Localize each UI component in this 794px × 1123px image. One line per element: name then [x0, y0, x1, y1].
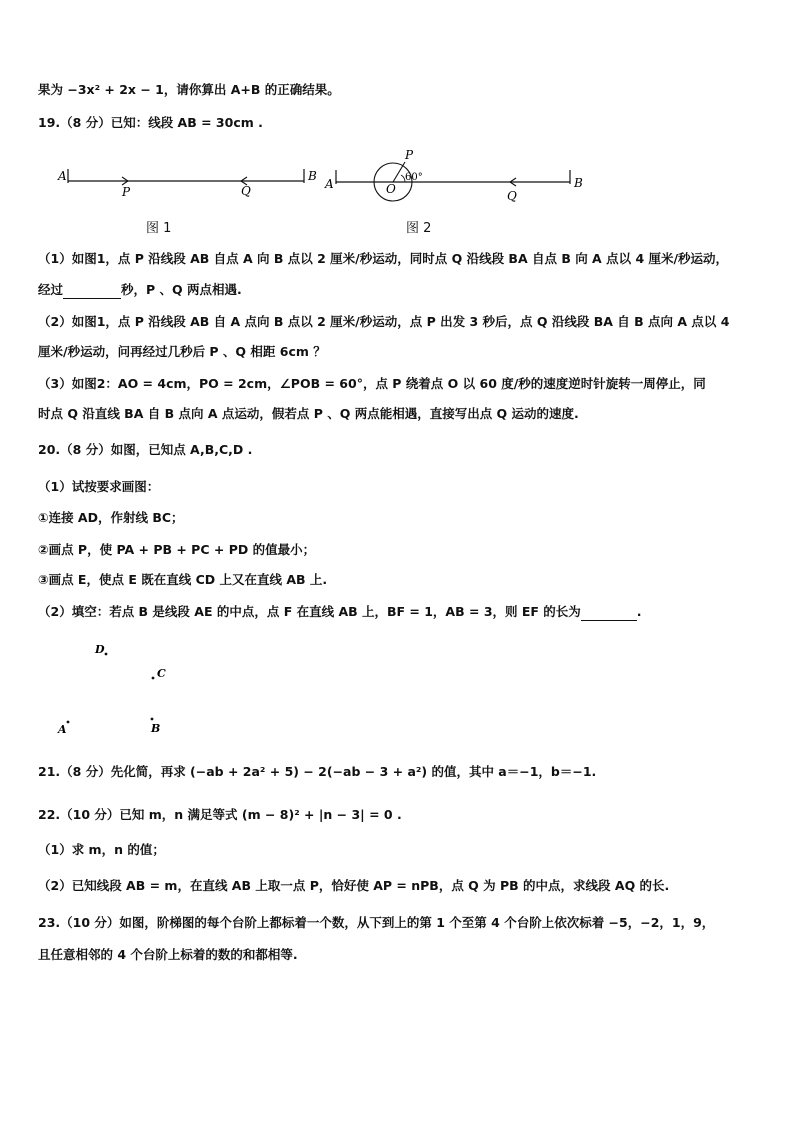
point-d-label: D [95, 643, 105, 656]
question-19-stem: 19.（8 分）已知：线段 AB = 30cm . [38, 115, 263, 130]
answer-blank [63, 298, 121, 299]
question-19-part-3-line-1: （3）如图2：AO = 4cm，PO = 2cm，∠POB = 60°，点 P 绕着点 O 以 60 度/秒的速度逆时针旋转一周停止，同 [38, 376, 706, 391]
question-22-stem: 22.（10 分）已知 m，n 满足等式 (m − 8)² + |n − 3| = 0 . [38, 807, 402, 822]
fig2-label-q: Q [507, 189, 517, 203]
question-20-part-2: （2）填空：若点 B 是线段 AE 的中点，点 F 在直线 AB 上，BF = 1，AB = 3，则 EF 的长为 . [38, 604, 642, 619]
question-23-line-2: 且任意相邻的 4 个台阶上标着的数的和都相等. [38, 947, 298, 962]
question-20-step-3: ③画点 E，使点 E 既在直线 CD 上又在直线 AB 上. [38, 572, 328, 587]
point-b-label: B [151, 722, 161, 735]
question-22-part-1: （1）求 m，n 的值； [38, 842, 165, 857]
question-21: 21.（8 分）先化简，再求 (−ab + 2a² + 5) − 2(−ab − 3 + a²) 的值，其中 a＝−1，b＝−1. [38, 764, 597, 779]
question-19-part-1-line-2: 经过 秒，P 、Q 两点相遇. [38, 282, 242, 297]
figure-2 [324, 148, 583, 203]
point-c-label: C [157, 667, 166, 680]
figure-1-caption: 图 1 [146, 221, 172, 236]
fig1-label-b: B [308, 169, 317, 183]
question-20-stem: 20.（8 分）如图，已知点 A,B,C,D . [38, 442, 253, 457]
fig1-label-a: A [58, 169, 67, 183]
fig1-label-p: P [122, 185, 131, 199]
fig2-label-a: A [325, 177, 334, 191]
fig2-angle: 60° [405, 172, 423, 183]
question-20-part-1: （1）试按要求画图： [38, 479, 160, 494]
figure-3-points [57, 643, 166, 736]
fig2-label-b: B [574, 176, 583, 190]
question-19-part-2-line-1: （2）如图1，点 P 沿线段 AB 自 A 点向 B 点以 2 厘米/秒运动，点 P 出发 3 秒后，点 Q 沿线段 BA 自 B 点向 A 点以 4 [38, 314, 730, 329]
question-20-step-2: ②画点 P，使 PA + PB + PC + PD 的值最小； [38, 542, 316, 557]
question-23-line-1: 23.（10 分）如图，阶梯图的每个台阶上都标着一个数，从下到上的第 1 个至第 4 个台阶上依次标着 −5，−2，1，9， [38, 915, 715, 930]
prev-question-tail: 果为 −3x² + 2x − 1，请你算出 A+B 的正确结果。 [38, 82, 340, 97]
fig2-label-o: O [386, 182, 396, 196]
question-19-part-3-line-2: 时点 Q 沿直线 BA 自 B 点向 A 点运动，假若点 P 、Q 两点能相遇，直接写出点 Q 运动的速度. [38, 406, 579, 421]
fig2-label-p: P [405, 148, 414, 162]
question-19-part-2-line-2: 厘米/秒运动，问再经过几秒后 P 、Q 相距 6cm ？ [38, 344, 326, 359]
question-19-part-1-line-1: （1）如图1，点 P 沿线段 AB 自点 A 向 B 点以 2 厘米/秒运动，同时点 Q 沿线段 BA 自点 B 向 A 点以 4 厘米/秒运动， [38, 251, 729, 266]
question-22-part-2: （2）已知线段 AB = m，在直线 AB 上取一点 P，恰好使 AP = nPB，点 Q 为 PB 的中点，求线段 AQ 的长. [38, 878, 670, 893]
figure-2-caption: 图 2 [406, 221, 432, 236]
fig1-label-q: Q [241, 184, 251, 198]
figure-1 [57, 169, 317, 199]
point-a-label: A [58, 723, 67, 736]
answer-blank [581, 620, 637, 621]
question-20-step-1: ①连接 AD，作射线 BC； [38, 510, 184, 525]
